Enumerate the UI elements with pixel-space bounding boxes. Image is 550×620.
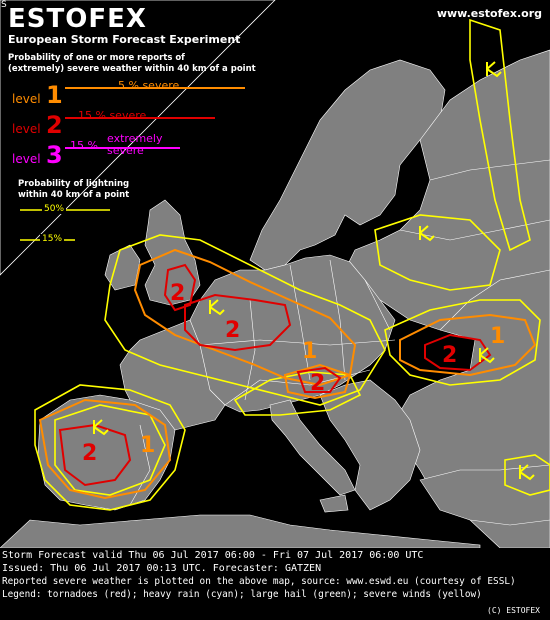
app-title: ESTOFEX <box>8 4 147 34</box>
level3-extreme-2: severe <box>107 144 144 157</box>
land-north-africa <box>0 515 480 548</box>
lightning-icon <box>487 62 501 76</box>
level3-extreme-1: extremely <box>107 132 163 145</box>
level1-word: level <box>12 92 41 106</box>
level3-percent: 15 % <box>70 139 98 152</box>
lightning-50-label: 50% <box>44 204 65 214</box>
level2-number: 2 <box>46 111 63 139</box>
level3-number: 3 <box>46 141 63 169</box>
map-level-iberia-1: 1 <box>140 433 156 458</box>
app-subtitle: European Storm Forecast Experiment <box>8 33 241 46</box>
footer-issued-line: Issued: Thu 06 Jul 2017 00:13 UTC. Forecaster: GATZEN <box>2 563 322 574</box>
land-sicily <box>320 495 348 512</box>
level3-word: level <box>12 152 41 166</box>
footer-legend-line: Legend: tornadoes (red); heavy rain (cyan); large hail (green); severe winds (yellow) <box>2 589 482 600</box>
forecast-footer <box>0 548 550 620</box>
lightning-15-label: 15% <box>42 234 63 244</box>
footer-source-line: Reported severe weather is plotted on the above map, source: www.eswd.eu (courtesy of ESSL) <box>2 576 516 587</box>
map-level-alps-1: 1 <box>302 339 318 364</box>
map-level-france: 2 <box>225 318 241 343</box>
footer-copyright: (C) ESTOFEX <box>487 606 540 615</box>
footer-valid-line: Storm Forecast valid Thu 06 Jul 2017 06:00 - Fri 07 Jul 2017 06:00 UTC <box>2 550 424 561</box>
lightning-prob-text-2: within 40 km of a point <box>18 190 130 200</box>
map-level-ukraine-1: 1 <box>490 324 506 349</box>
lightning-prob-text-1: Probability of lightning <box>18 179 130 189</box>
severe-prob-text-2: (extremely) severe weather within 40 km of a point <box>8 64 256 74</box>
map-level-ukraine: 2 <box>442 343 458 368</box>
map-level-uk: 2 <box>170 281 186 306</box>
level2-word: level <box>12 122 41 136</box>
map-level-iberia: 2 <box>82 441 98 466</box>
level2-percent: 15 % severe <box>78 109 147 122</box>
level1-percent: 5 % severe <box>118 79 180 92</box>
map-level-alps-2: 2 <box>310 371 326 396</box>
severe-prob-text-1: Probability of one or more reports of <box>8 53 185 63</box>
website-link[interactable]: www.estofex.org <box>436 7 542 20</box>
level1-number: 1 <box>46 81 63 109</box>
corner-mark: S <box>1 0 7 10</box>
